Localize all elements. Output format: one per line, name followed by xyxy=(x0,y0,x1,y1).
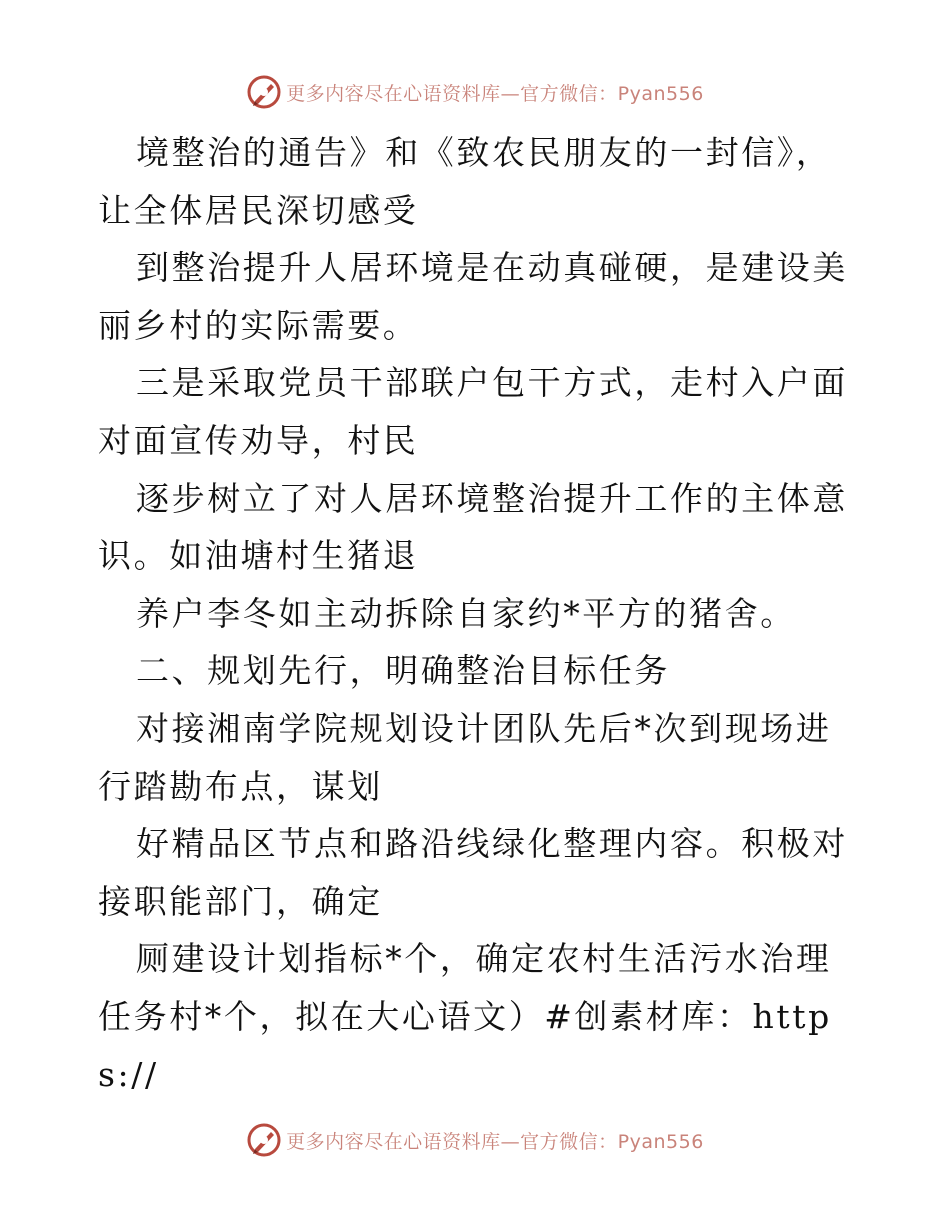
paragraph-line: 境整治的通告》和《致农民朋友的一封信》，让 xyxy=(98,133,832,230)
footer-watermark xyxy=(0,1120,950,1160)
paragraph-line: 二、规划先行，明确整治目标任务 xyxy=(136,651,670,691)
paragraph-line: 对接湘南学院规划设计团队先后*次到现场进行 xyxy=(98,708,832,806)
header-watermark xyxy=(0,72,950,112)
paragraph-line: 全体居民深切感受 xyxy=(133,190,419,230)
paragraph-line: 到整治提升人居环境是在动真碰硬，是建设美丽 xyxy=(98,248,848,345)
paragraph-line: 乡村的实际需要。 xyxy=(133,305,419,345)
paragraph-line: 踏勘布点，谋划 xyxy=(133,766,383,806)
paragraph-line: 养户李冬如主动拆除自家约*平方的猪舍。 xyxy=(136,593,796,633)
watermark-text-cn: 更多内容尽在心语资料库—官方微信： xyxy=(286,1130,618,1153)
paragraph xyxy=(98,354,858,469)
paragraph-line: 三是采取党员干部联户包干方式，走村入户面对 xyxy=(98,363,848,460)
watermark-text xyxy=(286,79,704,106)
paragraph xyxy=(98,124,858,239)
paragraph xyxy=(98,470,858,585)
paragraph-line: 识。如油塘村生猪退 xyxy=(98,536,419,576)
paragraph xyxy=(98,930,858,1103)
document-body xyxy=(98,124,858,1103)
watermark-wechat-id: Pyan556 xyxy=(617,1130,704,1153)
pen-logo-icon xyxy=(246,1122,282,1158)
paragraph-line: 职能部门，确定 xyxy=(133,881,383,921)
paragraph-line: 好精品区节点和路沿线绿化整理内容。积极对接 xyxy=(98,824,848,921)
paragraph-line: 面宣传劝导，村民 xyxy=(133,420,419,460)
watermark-text xyxy=(286,1127,704,1154)
watermark-wechat-id: Pyan556 xyxy=(617,82,704,105)
pen-logo-icon xyxy=(246,74,282,110)
section-heading xyxy=(98,642,858,700)
paragraph xyxy=(98,700,858,815)
paragraph-line: 务村*个，拟在大心语文）#创素材库：https:// xyxy=(98,996,832,1094)
paragraph xyxy=(98,585,858,643)
paragraph-line: 厕建设计划指标*个，确定农村生活污水治理任 xyxy=(98,939,832,1036)
paragraph-line: 逐步树立了对人居环境整治提升工作的主体意 xyxy=(136,478,848,518)
paragraph xyxy=(98,815,858,930)
paragraph xyxy=(98,239,858,354)
watermark-text-cn: 更多内容尽在心语资料库—官方微信： xyxy=(286,82,618,105)
